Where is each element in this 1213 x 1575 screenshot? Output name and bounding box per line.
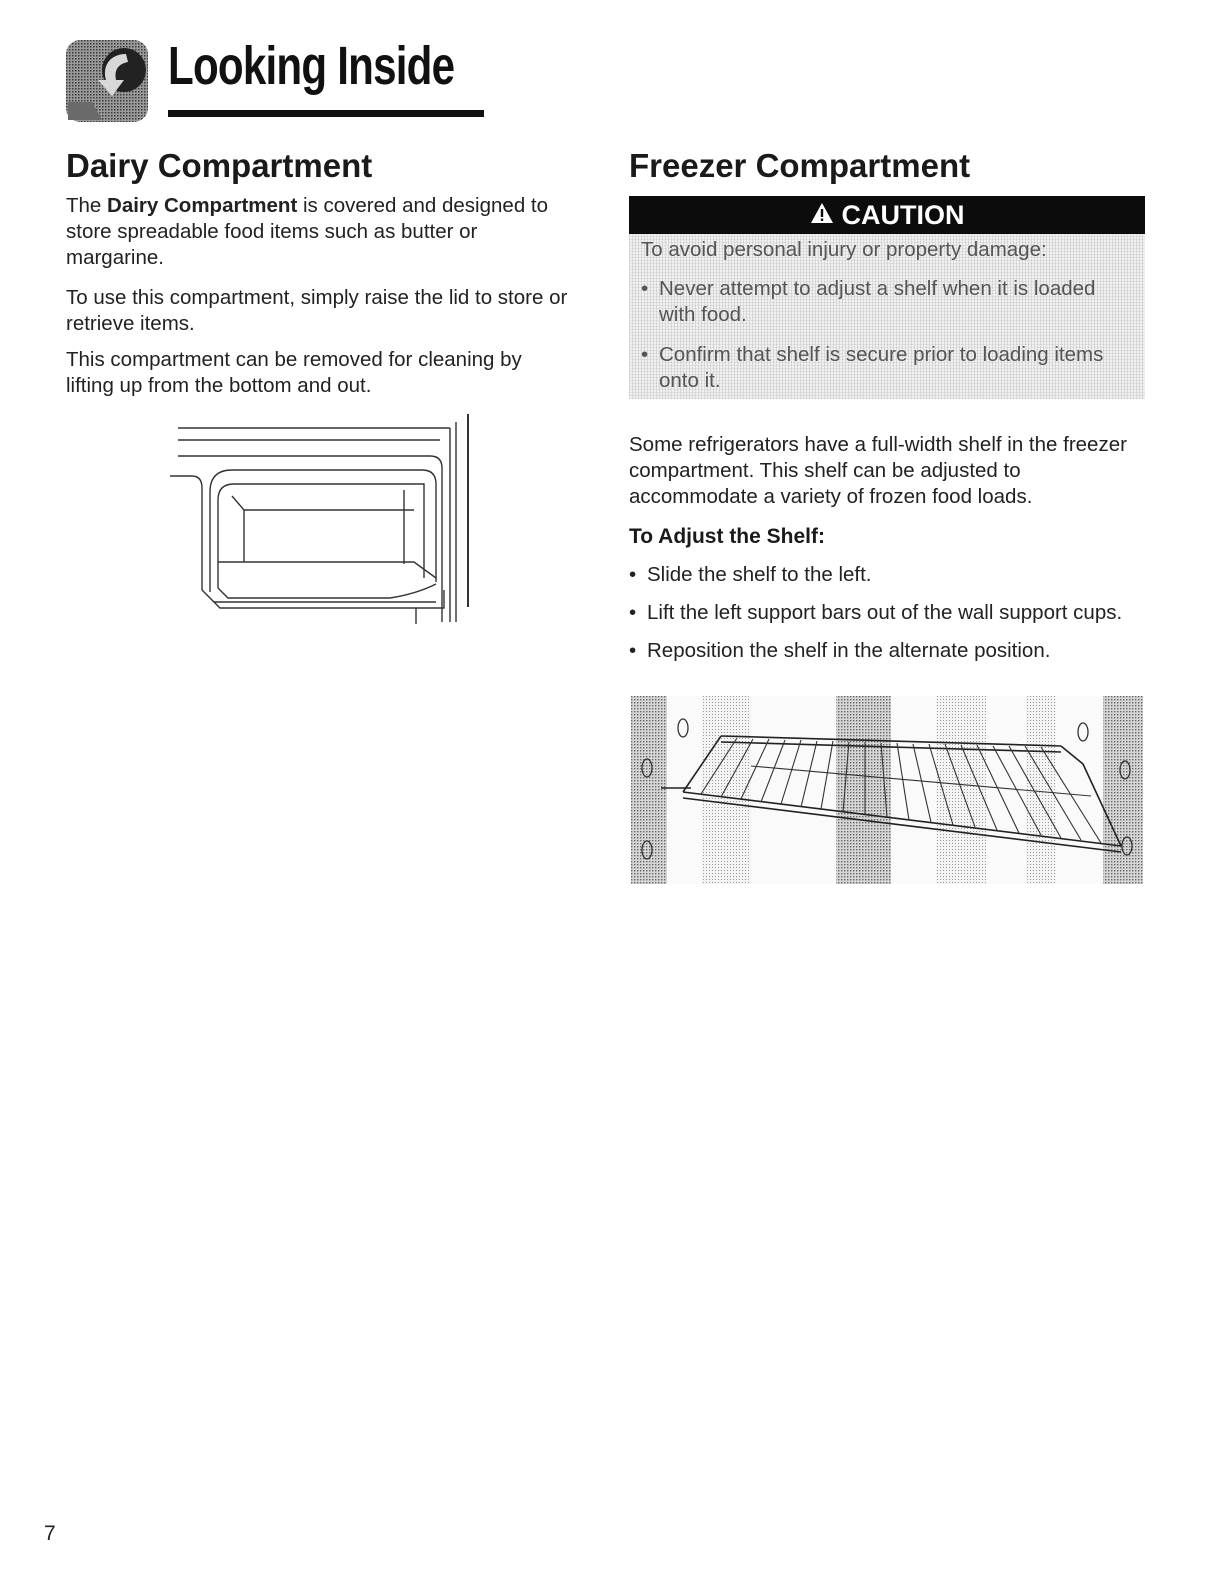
- page-title: Looking Inside: [168, 36, 455, 96]
- dairy-compartment-bold: Dairy Compartment: [107, 194, 298, 217]
- caution-bullet-2-line-1: • Confirm that shelf is secure prior to loading items: [641, 343, 1104, 366]
- caution-title: CAUTION: [841, 199, 965, 230]
- freezer-body-line-2: compartment. This shelf can be adjusted to: [629, 459, 1021, 482]
- dairy-paragraph-1-line-2: store spreadable food items such as butter or: [66, 220, 478, 243]
- dairy-compartment-heading: Dairy Compartment: [66, 147, 373, 184]
- caution-bullet-2-line-2: onto it.: [659, 369, 721, 392]
- caution-intro: To avoid personal injury or property damage:: [641, 238, 1047, 261]
- caution-body: [629, 234, 1145, 399]
- warning-triangle-icon: [810, 200, 834, 231]
- adjust-step-2: • Lift the left support bars out of the wall support cups.: [629, 601, 1123, 624]
- title-underline: [168, 110, 484, 117]
- dairy-compartment-illustration: [160, 412, 480, 634]
- dairy-paragraph-3-line-1: This compartment can be removed for cleaning by: [66, 348, 522, 371]
- dairy-paragraph-1-line-1: The Dairy Compartment is covered and designed to: [66, 194, 549, 217]
- dairy-paragraph-2-line-1: To use this compartment, simply raise the lid to store or: [66, 286, 568, 309]
- adjust-step-1: • Slide the shelf to the left.: [629, 563, 872, 586]
- freezer-body-line-3: accommodate a variety of frozen food loads.: [629, 485, 1033, 508]
- freezer-body-line-1: Some refrigerators have a full-width shelf in the freezer: [629, 433, 1127, 456]
- freezer-compartment-heading: Freezer Compartment: [629, 147, 971, 184]
- adjust-step-3: • Reposition the shelf in the alternate position.: [629, 639, 1051, 662]
- adjust-shelf-subheading: To Adjust the Shelf:: [629, 525, 825, 548]
- caution-box: [629, 196, 1145, 399]
- dairy-paragraph-1-line-3: margarine.: [66, 246, 164, 269]
- looking-inside-arrow-icon: [66, 40, 148, 122]
- dairy-paragraph-2-line-2: retrieve items.: [66, 312, 195, 335]
- freezer-shelf-illustration: [631, 696, 1143, 884]
- page-number: 7: [44, 1522, 56, 1545]
- caution-header: [629, 196, 1145, 234]
- dairy-paragraph-3-line-2: lifting up from the bottom and out.: [66, 374, 372, 397]
- caution-bullet-1-line-1: • Never attempt to adjust a shelf when it is loaded: [641, 277, 1096, 300]
- caution-bullet-1-line-2: with food.: [659, 303, 747, 326]
